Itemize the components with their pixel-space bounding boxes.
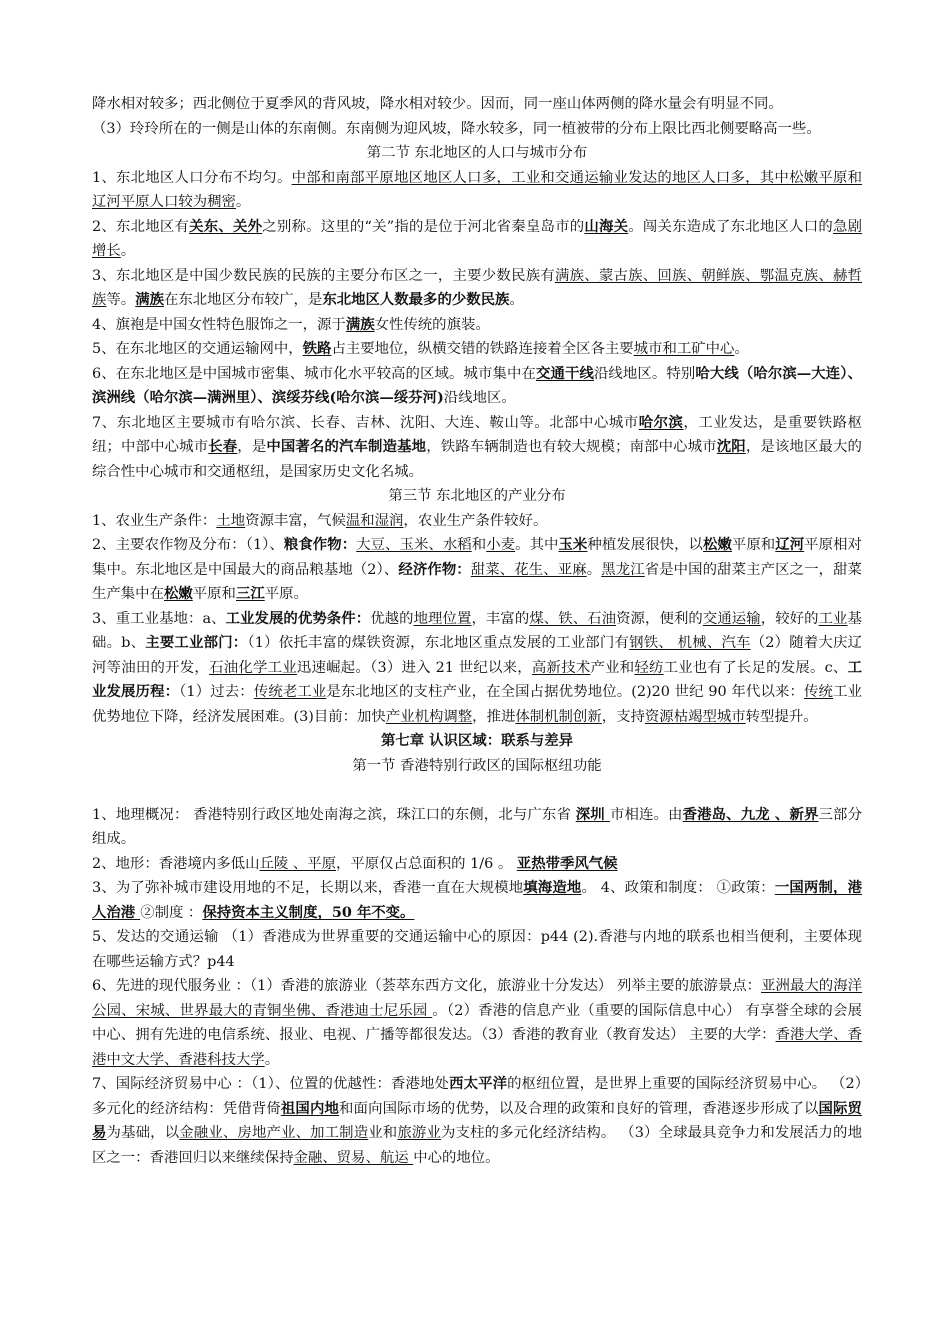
chapter-title: 第七章 认识区域：联系与差异: [380, 732, 574, 749]
blank-line: [92, 778, 862, 803]
paragraph: 1、地理概况： 香港特别行政区地处南海之滨，珠江口的东侧，北与广东省 深圳 市相连。由香港岛、九龙 、新界三部分组成。: [92, 805, 862, 847]
section-title: 第一节 香港特别行政区的国际枢纽功能: [352, 757, 602, 774]
paragraph: （3）玲玲所在的一侧是山体的东南侧。东南侧为迎风坡，降水较多，同一植被带的分布上限比西北侧要略高一些。: [92, 120, 821, 137]
paragraph: 降水相对较多；西北侧位于夏季风的背风坡，降水相对较少。因而，同一座山体两侧的降水量会有明显不同。: [92, 96, 783, 112]
paragraph: 3、东北地区是中国少数民族的民族的主要分布区之一，主要少数民族有满族、蒙古族、回族、朝鲜族、鄂温克族、赫哲族等。满族在东北地区分布较广，是东北地区人数最多的少数民族。: [92, 267, 862, 308]
paragraph: 2、主要农作物及分布：（1）、粮食作物：大豆、玉米、水稻和小麦。其中玉米种植发展很快，以松嫩平原和辽河平原相对集中。东北地区是中国最大的商品粮基地（2）、经济作物：甜菜、花生、亚麻。黑龙江省是中国的甜菜主产区之一，甜菜生产集中在松嫩平原和三江平原。: [92, 536, 862, 602]
section-title: 第二节 东北地区的人口与城市分布: [366, 145, 588, 161]
paragraph: 1、东北地区人口分布不均匀。中部和南部平原地区地区人口多，工业和交通运输业发达的地区人口多，其中松嫩平原和辽河平原人口较为稠密。: [92, 169, 862, 210]
paragraph: 5、发达的交通运输 （1）香港成为世界重要的交通运输中心的原因：p44 (2).香港与内地的联系也相当便利，主要体现在哪些运输方式？p44: [92, 929, 862, 970]
paragraph: 3、为了弥补城市建设用地的不足，长期以来，香港一直在大规模地填海造地。 4、政策和制度： ①政策：一国两制，港人治港 ②制度 ：保持资本主义制度，50 年不变。: [92, 879, 862, 921]
paragraph: 2、地形：香港境内多低山丘陵 、平原，平原仅占总面积的 1/6 。 亚热带季风气候: [92, 854, 618, 872]
paragraph: 1、农业生产条件：土地资源丰富，气候温和湿润，农业生产条件较好。: [92, 512, 548, 529]
paragraph: 5、在东北地区的交通运输网中，铁路占主要地位，纵横交错的铁路连接着全区各主要城市和工矿中心。: [92, 340, 749, 357]
paragraph: 7、东北地区主要城市有哈尔滨、长春、吉林、沈阳、大连、鞍山等。北部中心城市哈尔滨，工业发达，是重要铁路枢纽；中部中心城市长春，是中国著名的汽车制造基地，铁路车辆制造也有较大规模；南部中心城市沈阳，是该地区最大的综合性中心城市和交通枢纽，是国家历史文化名城。: [92, 413, 862, 480]
section-title: 第三节 东北地区的产业分布: [388, 488, 566, 504]
paragraph: 6、先进的现代服务业 ：（1）香港的旅游业（荟萃东西方文化，旅游业十分发达） 列举主要的旅游景点：亚洲最大的海洋公园、宋城、世界最大的青铜坐佛、香港迪士尼乐园 。（2）香港的信息产业（重要的国际信息中心） 有享誉全球的会展中心、拥有先进的电信系统、报业、电视、广播等都很发达。（3）香港的教育业（教育发达） 主要的大学：香港大学、香港中文大学、香港科技大学。: [92, 978, 862, 1068]
paragraph: 2、东北地区有关东、关外之别称。这里的“关”指的是位于河北省秦皇岛市的山海关。闯关东造成了东北地区人口的急剧增长。: [92, 217, 862, 259]
paragraph: 4、旗袍是中国女性特色服饰之一，源于满族女性传统的旗装。: [92, 315, 490, 333]
paragraph: 6、在东北地区是中国城市密集、城市化水平较高的区域。城市集中在交通干线沿线地区。特别哈大线（哈尔滨—大连）、滨洲线（哈尔滨—满洲里）、滨绥芬线(哈尔滨—绥芬河)沿线地区。: [92, 364, 862, 406]
paragraph: 7、国际经济贸易中心 ：（1）、位置的优越性：香港地处西太平洋的枢纽位置，是世界上重要的国际经济贸易中心。 （2）多元化的经济结构：凭借背倚祖国内地和面向国际市场的优势，以及合理的政策和良好的管理，香港逐步形成了以国际贸易为基础，以金融业、房地产业、加工制造业和旅游业为支柱的多元化经济结构。 （3）全球最具竞争力和发展活力的地区之一：香港回归以来继续保持金融、贸易、航运 中心的地位。: [92, 1075, 862, 1166]
paragraph: 3、重工业基地：a、工业发展的优势条件：优越的地理位置，丰富的煤、铁、石油资源，便利的交通运输，较好的工业基础。b、主要工业部门：（1）依托丰富的煤铁资源，东北地区重点发展的工业部门有钢铁、 机械、汽车（2）随着大庆辽河等油田的开发，石油化学工业迅速崛起。（3）进入 21 世纪以来，高新技术产业和轻纺工业也有了长足的发展。c、工业发展历程：（1）过去：传统老工业是东北地区的支柱产业，在全国占据优势地位。(2)20 世纪 90 年代以来：传统工业优势地位下降，经济发展困难。(3)目前：加快产业机构调整，推进体制机制创新，支持资源枯竭型城市转型提升。: [92, 609, 862, 725]
